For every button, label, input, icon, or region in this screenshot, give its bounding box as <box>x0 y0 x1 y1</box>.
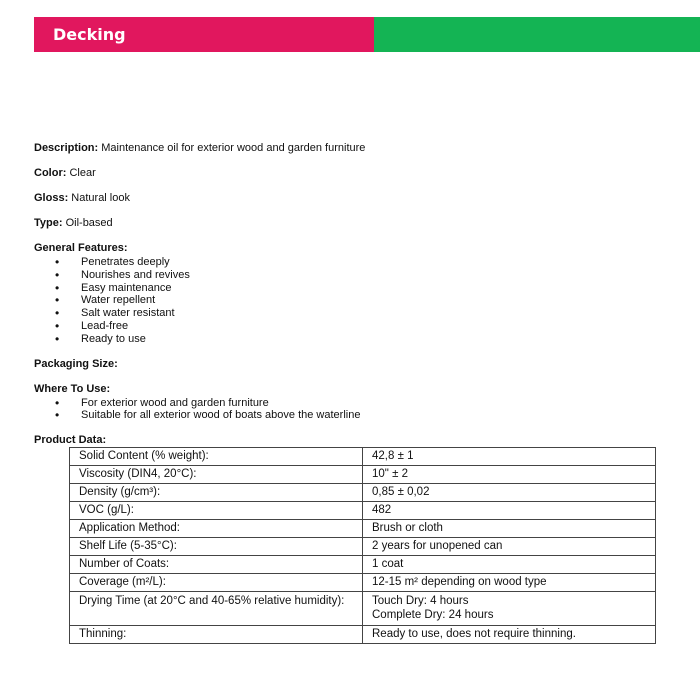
packaging-field <box>34 358 674 371</box>
table-cell-label: Density (g/cm³): <box>70 484 363 502</box>
table-cell-label: Application Method: <box>70 520 363 538</box>
table-cell-value: 12-15 m² depending on wood type <box>363 574 656 592</box>
page-title: Decking <box>53 25 126 44</box>
where-to-use-list <box>34 397 674 423</box>
list-item: • Nourishes and revives <box>34 269 674 282</box>
general-features-heading: General Features: <box>34 242 128 254</box>
color-field <box>34 167 674 180</box>
description-value: Maintenance oil for exterior wood and garden furniture <box>98 142 366 154</box>
type-field <box>34 217 674 230</box>
list-item: • Easy maintenance <box>34 282 674 295</box>
list-item: • Lead-free <box>34 320 674 333</box>
table-cell-value-line: Complete Dry: 24 hours <box>372 609 494 621</box>
gloss-value: Natural look <box>68 192 130 204</box>
table-cell-label: Coverage (m²/L): <box>70 574 363 592</box>
table-row <box>70 466 656 484</box>
list-item: • Water repellent <box>34 294 674 307</box>
table-cell-label: Shelf Life (5-35°C): <box>70 538 363 556</box>
table-cell-value <box>363 592 656 626</box>
table-cell-value: Brush or cloth <box>363 520 656 538</box>
table-cell-value-line: Touch Dry: 4 hours <box>372 595 469 607</box>
table-row <box>70 626 656 644</box>
list-item: • Salt water resistant <box>34 307 674 320</box>
table-cell-label: Number of Coats: <box>70 556 363 574</box>
gloss-field <box>34 192 674 205</box>
table-cell-value: Ready to use, does not require thinning. <box>363 626 656 644</box>
table-cell-label: Solid Content (% weight): <box>70 448 363 466</box>
type-value: Oil-based <box>62 217 113 229</box>
list-item: • Suitable for all exterior wood of boats above the waterline <box>34 409 674 422</box>
table-row <box>70 484 656 502</box>
packaging-label: Packaging Size: <box>34 357 118 370</box>
table-cell-value: 0,85 ± 0,02 <box>363 484 656 502</box>
table-cell-label: VOC (g/L): <box>70 502 363 520</box>
table-cell-label: Thinning: <box>70 626 363 644</box>
table-row <box>70 592 656 626</box>
table-row <box>70 448 656 466</box>
product-sheet <box>34 142 674 447</box>
table-cell-value: 1 coat <box>363 556 656 574</box>
table-cell-value: 42,8 ± 1 <box>363 448 656 466</box>
color-label: Color: <box>34 167 67 179</box>
product-data-table <box>69 447 656 644</box>
table-row <box>70 574 656 592</box>
table-row <box>70 502 656 520</box>
general-features-list <box>34 256 674 346</box>
description-label: Description: <box>34 142 99 154</box>
header-banner <box>34 17 700 52</box>
banner-right-block <box>374 17 700 52</box>
list-item: • For exterior wood and garden furniture <box>34 397 674 410</box>
product-data-heading: Product Data: <box>34 434 107 447</box>
table-cell-value: 2 years for unopened can <box>363 538 656 556</box>
banner-left-block <box>34 17 374 52</box>
where-to-use-heading: Where To Use: <box>34 382 111 395</box>
color-value: Clear <box>66 167 96 179</box>
description-field <box>34 142 674 155</box>
table-row <box>70 520 656 538</box>
table-row <box>70 556 656 574</box>
list-item: • Penetrates deeply <box>34 256 674 269</box>
table-cell-value: 10" ± 2 <box>363 466 656 484</box>
table-row <box>70 538 656 556</box>
table-cell-label: Viscosity (DIN4, 20°C): <box>70 466 363 484</box>
type-label: Type: <box>34 217 63 229</box>
table-cell-value: 482 <box>363 502 656 520</box>
table-cell-label: Drying Time (at 20°C and 40-65% relative humidity): <box>70 592 363 626</box>
list-item: • Ready to use <box>34 333 674 346</box>
gloss-label: Gloss: <box>34 192 69 204</box>
